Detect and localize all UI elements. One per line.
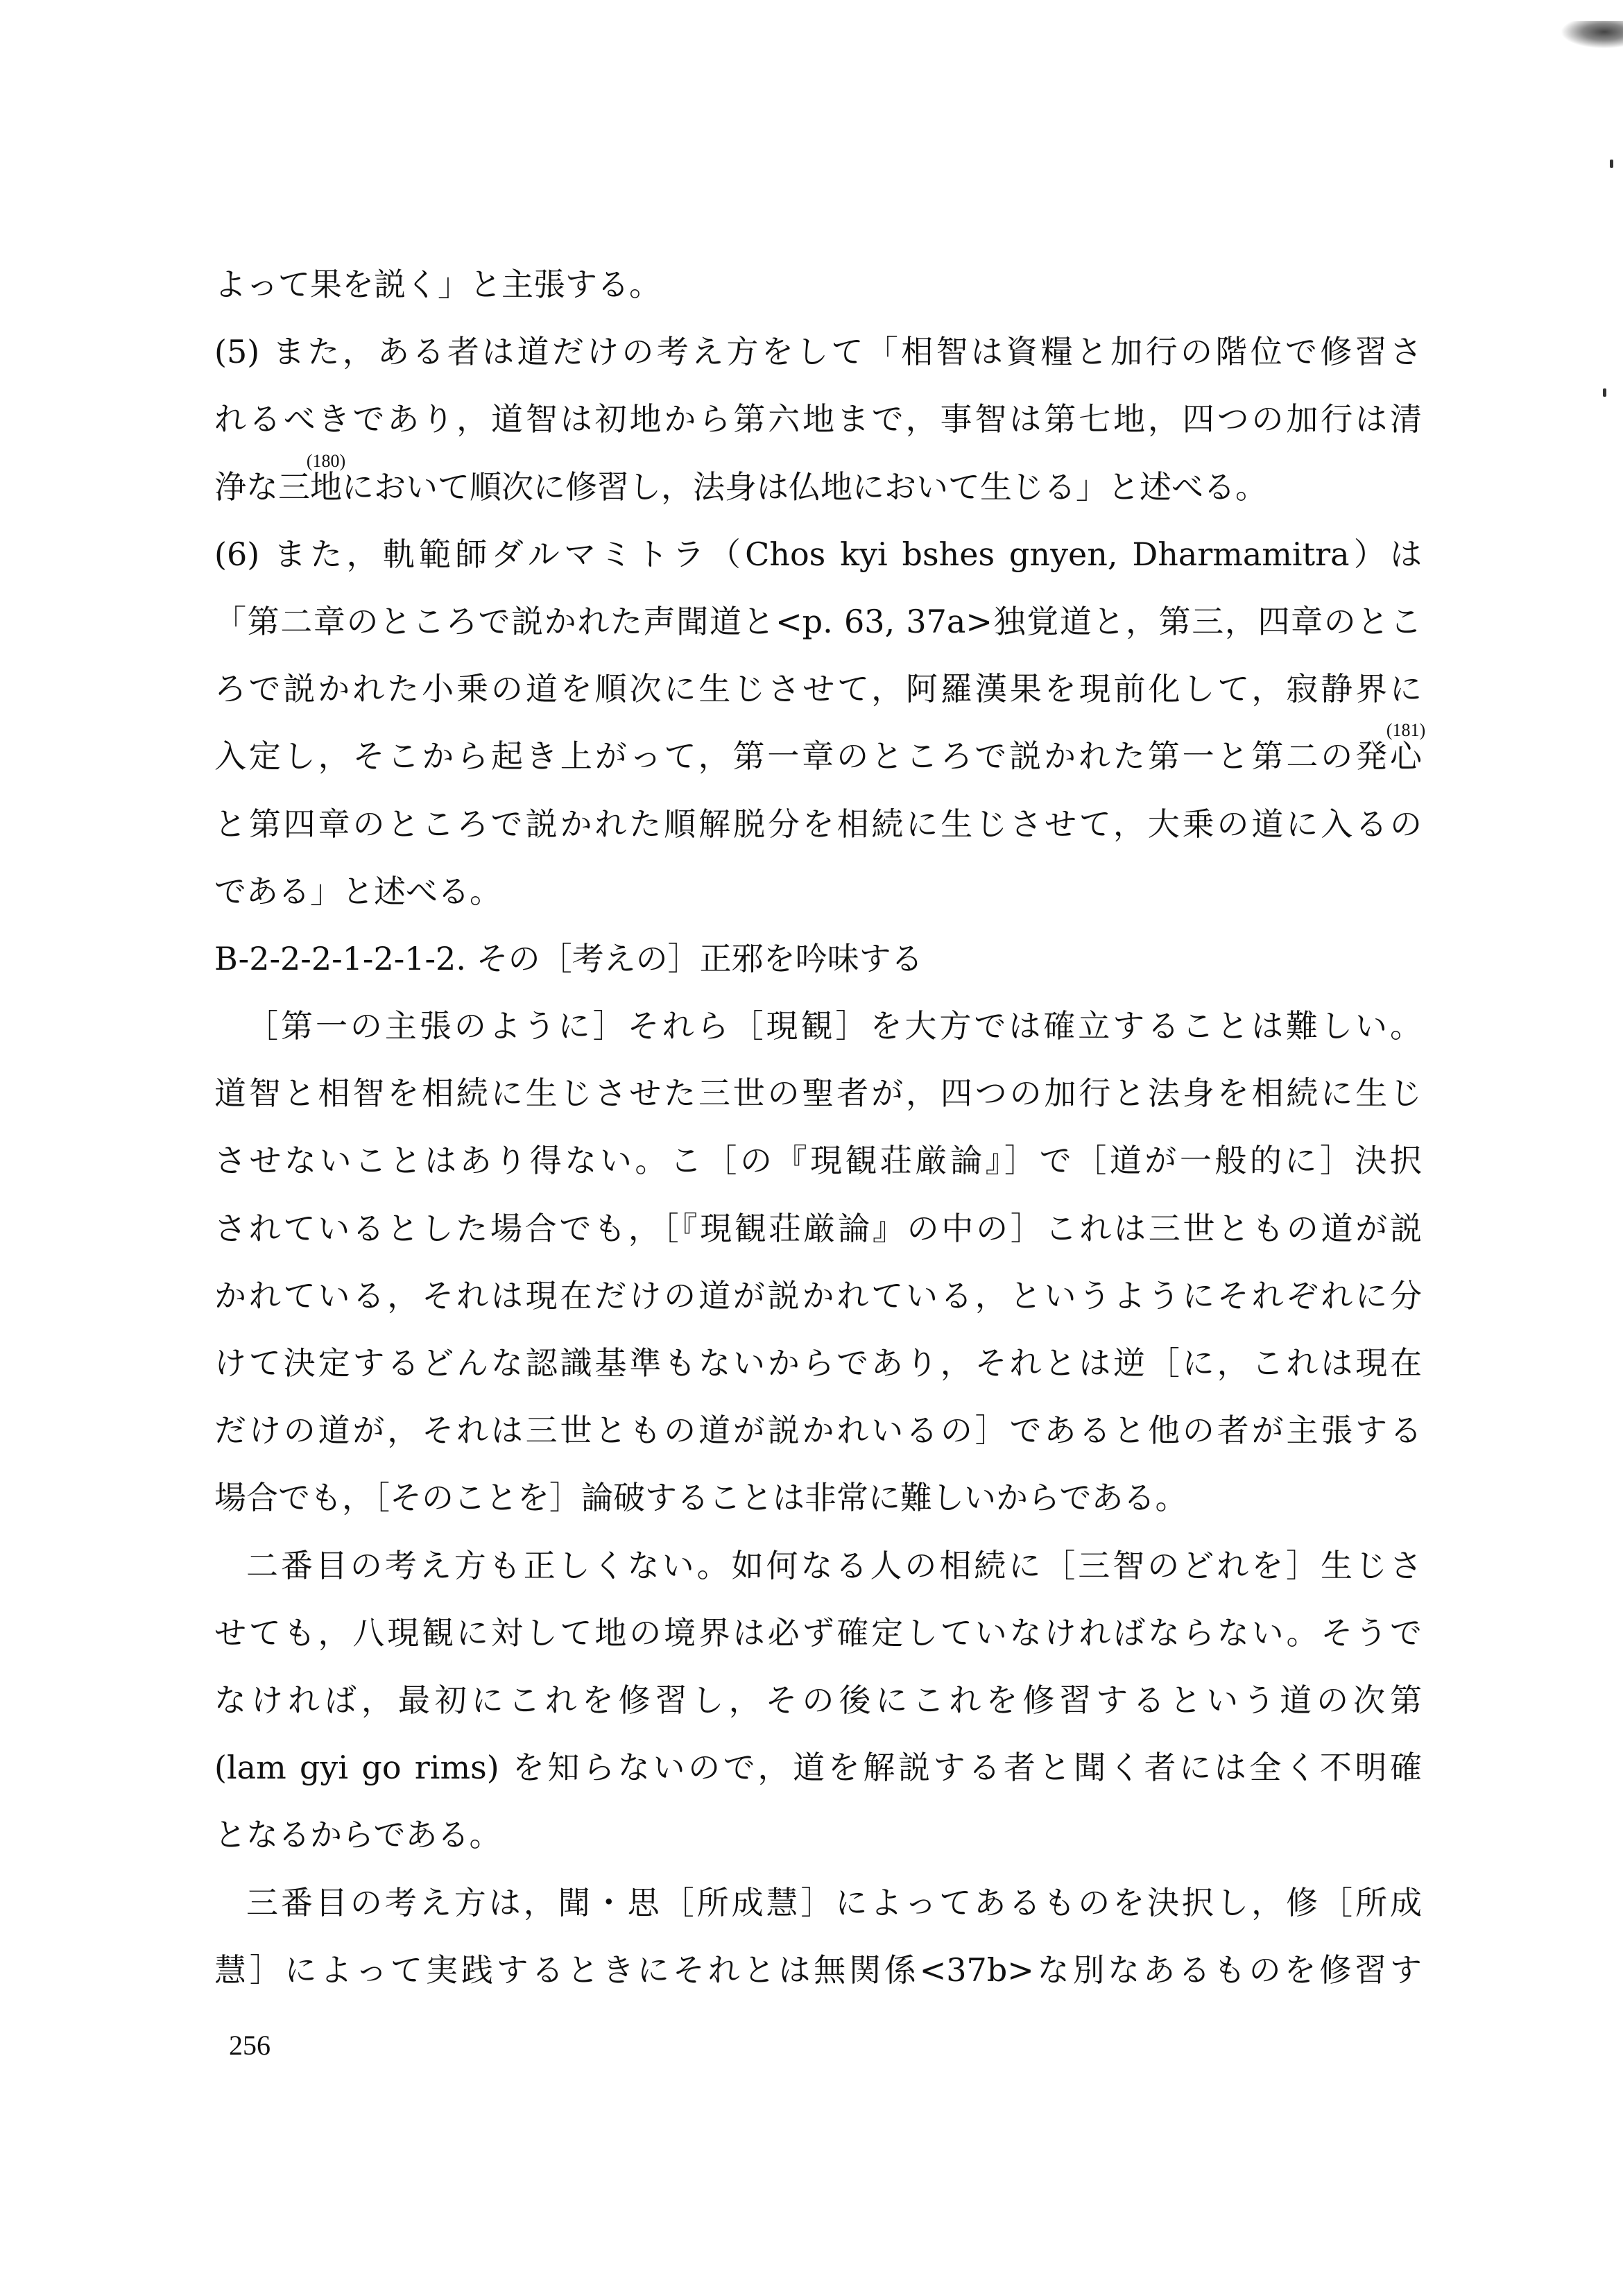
- text-segment: 浄な三: [214, 468, 310, 506]
- text-line: せても，八現観に対して地の境界は必ず確定していなければならない。そうで: [214, 1613, 1422, 1652]
- section-heading: B-2-2-2-1-2-1-2. その［考えの］正邪を吟味する: [214, 939, 923, 977]
- text-line: させないことはあり得ない。こ［の『現観荘厳論』］で［道が一般的に］決択: [214, 1142, 1423, 1180]
- text-line: なければ，最初にこれを修習し，その後にこれを修習するという道の次第: [214, 1681, 1422, 1719]
- text-line: (6) また，軌範師ダルマミトラ（Chos kyi bshes gnyen, Dharmamitra）は: [214, 535, 1422, 573]
- text-line: 場合でも，［そのことを］論破することは非常に難しいからである。: [214, 1479, 1187, 1517]
- text-line: 「第二章のところで説かれた声聞道と<p. 63, 37a>独覚道と，第三，四章のとこ: [214, 602, 1422, 640]
- text-segment: 入定し，そこから起き上がって，第一章のところで説かれた第一と第二の発: [214, 737, 1390, 776]
- text-segment: において順次に修習し，法身は仏地において生じる」と述べる。: [342, 468, 1267, 506]
- footnote-anchor: [1386, 720, 1426, 790]
- text-line: 慧］によって実践するときにそれとは無関係<37b>な別なあるものを修習す: [214, 1951, 1422, 1989]
- text-line: 三番目の考え方は，聞・思［所成慧］によってあるものを決択し，修［所成: [246, 1883, 1423, 1921]
- scan-smudge: [1561, 21, 1623, 49]
- text-line: だけの道が，それは三世ともの道が説かれいるの］であると他の者が主張する: [214, 1412, 1422, 1450]
- text-line: と第四章のところで説かれた順解脱分を相続に生じさせて，大乗の道に入るの: [214, 805, 1422, 843]
- text-line: 二番目の考え方も正しくない。如何なる人の相続に［三智のどれを］生じさ: [246, 1546, 1423, 1584]
- text-line: 道智と相智を相続に生じさせた三世の聖者が，四つの加行と法身を相続に生じ: [214, 1074, 1422, 1113]
- footnote-marker[interactable]: (181): [1386, 720, 1426, 741]
- text-line: となるからである。: [214, 1816, 501, 1854]
- text-line: かれている，それは現在だけの道が説かれている，というようにそれぞれに分: [214, 1276, 1422, 1314]
- text-line: れるべきであり，道智は初地から第六地まで，事智は第七地，四つの加行は清: [214, 400, 1422, 438]
- text-line: ［第一の主張のように］それら［現観］を大方では確立することは難しい。: [246, 1007, 1423, 1045]
- text-line: である」と述べる。: [214, 872, 501, 910]
- footnote-marker[interactable]: (180): [306, 450, 346, 471]
- text-line: (5) また，ある者は道だけの考え方をして「相智は資糧と加行の階位で修習さ: [214, 333, 1423, 371]
- text-segment: 地: [310, 468, 342, 506]
- scan-speck: [1610, 160, 1613, 168]
- text-segment: 心: [1390, 737, 1422, 776]
- text-line: されているとした場合でも，［『現観荘厳論』の中の］これは三世ともの道が説: [214, 1209, 1422, 1247]
- page-number: 256: [229, 2030, 270, 2061]
- text-line: [214, 720, 1426, 790]
- text-line: けて決定するどんな認識基準もないからであり，それとは逆［に，これは現在: [214, 1344, 1422, 1382]
- text-line: ろで説かれた小乗の道を順次に生じさせて，阿羅漢果を現前化して，寂静界に: [214, 670, 1422, 708]
- text-line: [214, 450, 1422, 521]
- scan-speck: [1603, 388, 1606, 397]
- text-line: よって果を説く」と主張する。: [214, 266, 661, 303]
- text-line: (lam gyi go rims) を知らないので，道を解説する者と聞く者には全く不明確: [214, 1749, 1422, 1787]
- footnote-anchor: [306, 450, 346, 521]
- body-text: [214, 251, 1426, 2004]
